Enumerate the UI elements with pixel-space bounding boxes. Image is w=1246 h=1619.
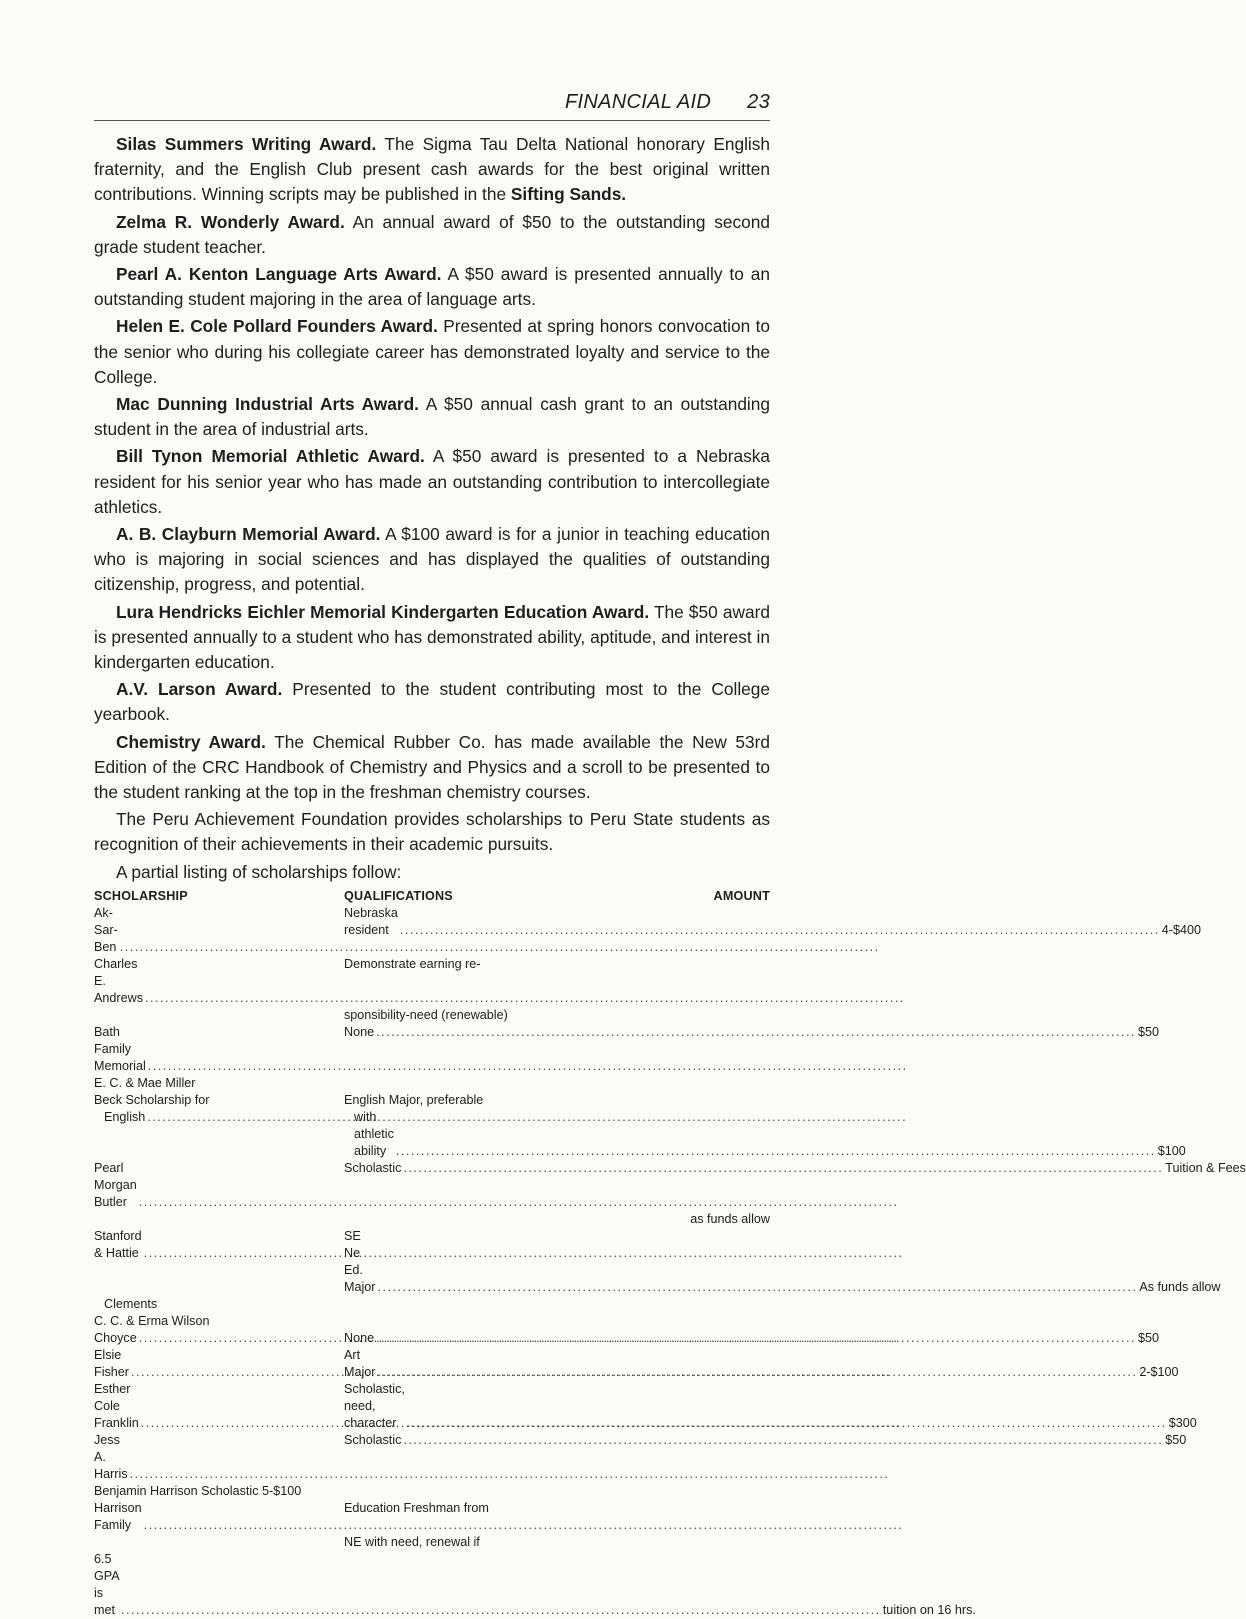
award-paragraph: A.V. Larson Award. Presented to the student contributing most to the College yearbook. xyxy=(94,679,770,725)
award-paragraph: Zelma R. Wonderly Award. An annual award of $50 to the outstanding second grade student teacher. xyxy=(94,211,770,257)
table-row: Pearl Morgan Butler ..... Scholastic ..... Tuition & Fees xyxy=(94,1160,770,1211)
column-header-amount: AMOUNT xyxy=(713,888,770,903)
foundation-paragraph: The Peru Achievement Foundation provides scholarships to Peru State students as recognition of their achievements in their academic pursuits. xyxy=(94,809,770,855)
listing-intro: A partial listing of scholarships follow: xyxy=(116,861,402,882)
table-row: Beck Scholarship for English Major, preferable xyxy=(94,1092,484,1107)
award-paragraph: Chemistry Award. The Chemical Rubber Co. has made available the New 53rd Edition of the CRC Handbook of Chemistry and Physics and a scroll to be presented to the student ranking at the top in the freshman chemistry courses. xyxy=(94,731,770,803)
table-row: Jess A. Harris ..... Scholastic ..... $50 xyxy=(94,1432,770,1483)
table-row-continuation: as funds allow xyxy=(690,1211,770,1226)
column-header-qualifications: QUALIFICATIONS xyxy=(344,888,453,903)
table-row: Esther Cole Franklin ..... Scholastic, need, character ..... $300 xyxy=(94,1381,770,1432)
table-row: E. C. & Mae Miller xyxy=(94,1075,196,1090)
column-header-scholarship: SCHOLARSHIP xyxy=(94,888,188,903)
table-row: Benjamin Harrison Scholastic 5-$100 xyxy=(94,1483,302,1498)
table-row: English ..... with athletic ability ..... $100 xyxy=(94,1109,770,1160)
award-paragraph: Mac Dunning Industrial Arts Award. A $50 annual cash grant to an outstanding student in the area of industrial arts. xyxy=(94,394,770,440)
page-number: 23 xyxy=(747,91,770,113)
award-paragraph: Helen E. Cole Pollard Founders Award. Presented at spring honors convocation to the senior who during his collegiate career has demonstrated loyalty and service to the College. xyxy=(94,316,770,387)
table-row: Bath Family Memorial ..... None ..... $50 xyxy=(94,1024,770,1075)
table-row: Harrison Family ..... Education Freshman from xyxy=(94,1500,770,1534)
table-row: Choyce ..... None ..... $50 xyxy=(94,1330,770,1347)
table-row: Ak-Sar-Ben ..... Nebraska resident ..... 4-$400 xyxy=(94,905,770,956)
table-row: C. C. & Erma Wilson xyxy=(94,1313,210,1328)
table-row-continuation: NE with need, renewal if xyxy=(344,1534,480,1549)
header-title: FINANCIAL AID xyxy=(564,91,712,113)
table-row-continuation: 6.5 GPA is met ..... tuition on 16 hrs. xyxy=(94,1551,770,1619)
scholarship-table xyxy=(94,888,1246,1619)
award-paragraph: Pearl A. Kenton Language Arts Award. A $50 award is presented annually to an outstanding student majoring in the area of language arts. xyxy=(94,264,771,310)
table-row-continuation: sponsibility-need (renewable) xyxy=(344,1007,508,1022)
award-paragraph: Lura Hendricks Eichler Memorial Kindergarten Education Award. The $50 award is presented annually to a student who has demonstrated ability, aptitude, and interest in kindergarten education. xyxy=(94,601,770,673)
award-paragraph: A. B. Clayburn Memorial Award. A $100 award is for a junior in teaching education who is majoring in social sciences and has displayed the qualities of outstanding citizenship, progress, and potential. xyxy=(94,524,770,595)
table-row: Charles E. Andrews ..... Demonstrate earning re- xyxy=(94,956,770,1007)
award-paragraph: Silas Summers Writing Award. The Sigma Tau Delta National honorary English fraternity, and the English Club present cash awards for the best original written contributions. Winning scripts may be published in the Sifting Sands. xyxy=(94,134,770,205)
table-row: Stanford & Hattie ..... SE Ne Ed. Major ..... As funds allow xyxy=(94,1228,770,1296)
table-row: Elsie Fisher ..... Art Major ..... 2-$100 xyxy=(94,1347,770,1381)
award-paragraph: Bill Tynon Memorial Athletic Award. A $50 award is presented to a Nebraska resident for his senior year who has made an outstanding contribution to intercollegiate athletics. xyxy=(94,446,770,517)
table-header xyxy=(94,888,770,905)
running-header xyxy=(94,91,770,114)
header-rule xyxy=(94,120,770,121)
page-body xyxy=(94,132,1246,1619)
table-row-continuation: Clements xyxy=(104,1296,158,1311)
